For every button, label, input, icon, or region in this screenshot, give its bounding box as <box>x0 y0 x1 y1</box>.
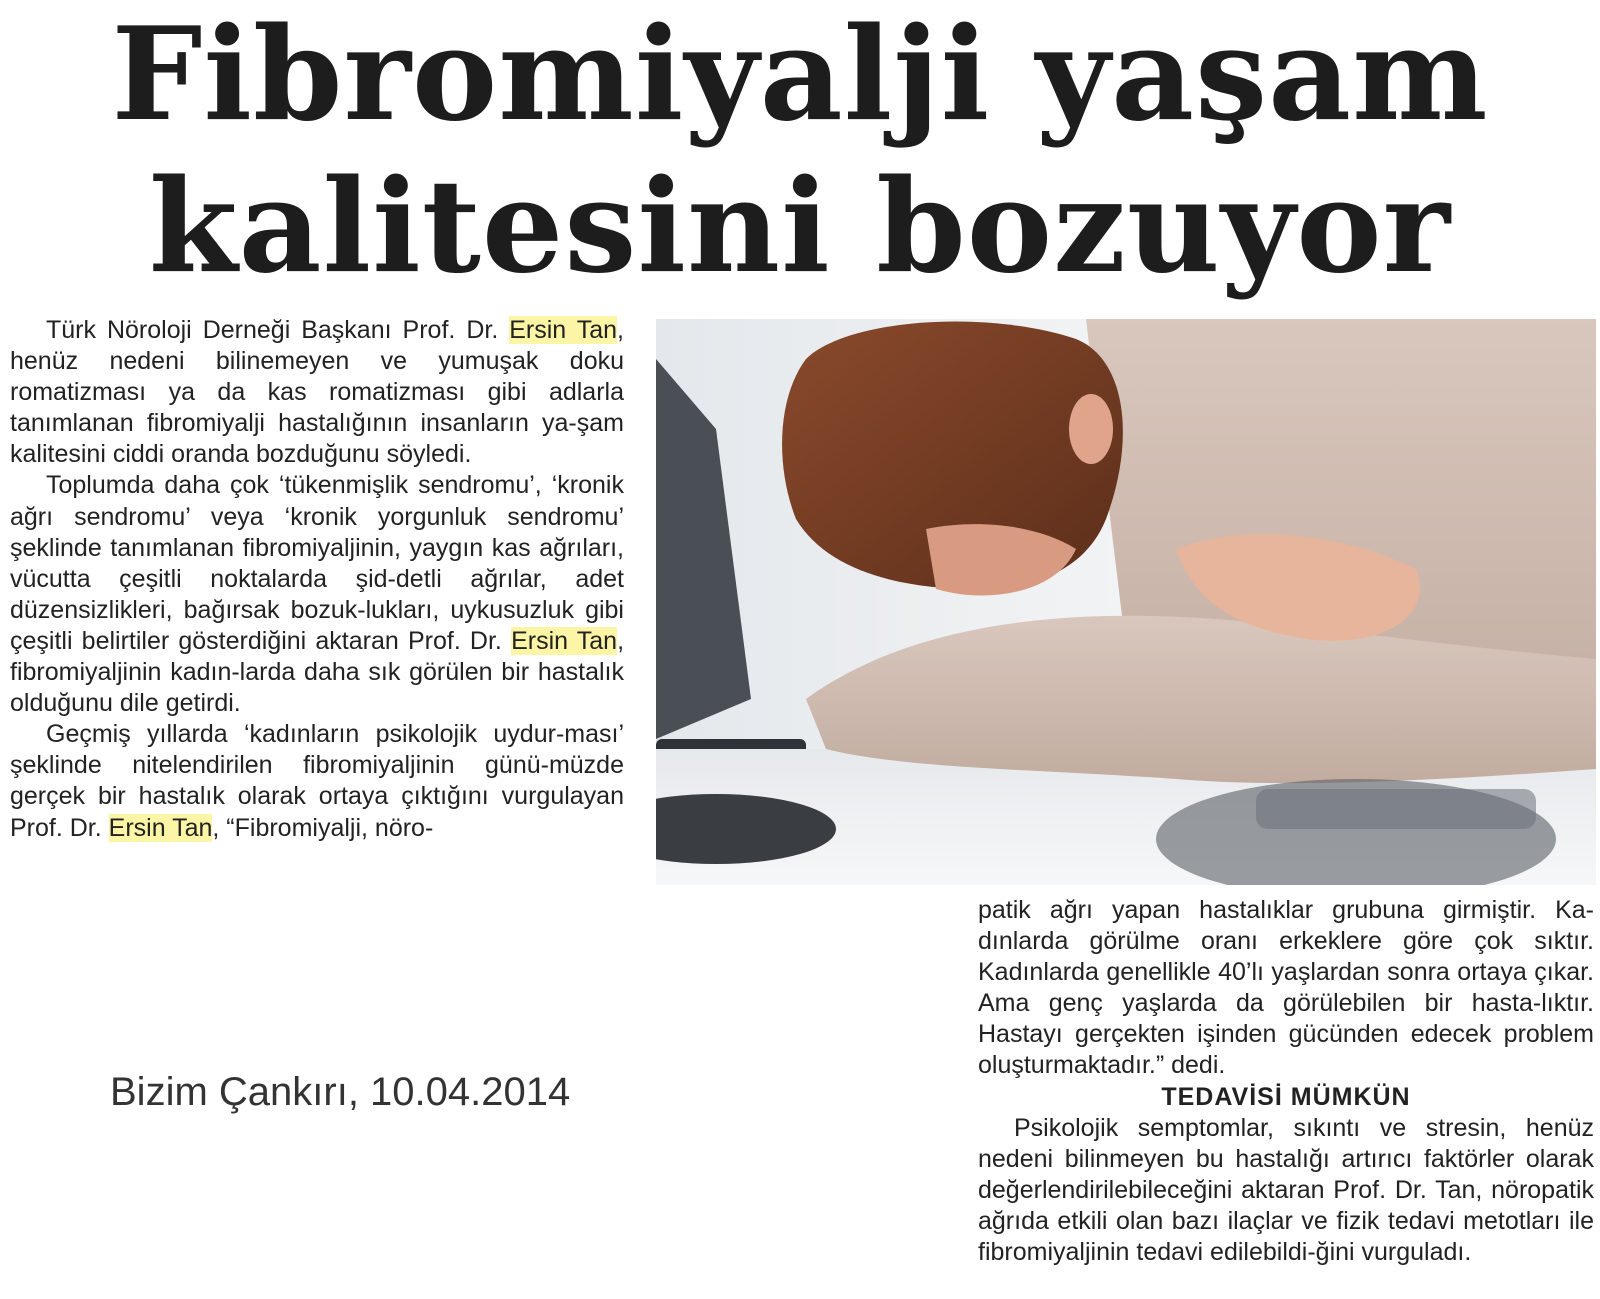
paragraph-text: , fibromiyaljinin kadın-larda daha sık görülen bir hastalık olduğunu dile getirdi. <box>10 626 625 718</box>
article-column-left <box>10 315 624 844</box>
article-photo <box>656 319 1596 885</box>
article-paragraph-3-continued: patik ağrı yapan hastalıklar grubuna girmiştir. Ka-dınlarda görülme oranı erkeklere göre çok sıktır. Kadınlarda genellikle 40’lı yaşlardan sonra ortaya çıkar. Ama genç yaşlarda da görülebilen bir hasta-lıktır. Hastayı gerçekten işinden gücünden edecek problem oluşturmaktadır.” dedi. <box>978 896 1594 1080</box>
paragraph-text: Geçmiş yıllarda ‘kadınların psikolojik uydur-ması’ şeklinde nitelendirilen fibromiyaljinin günü-müzde gerçek bir hastalık olarak ortaya çıktığını vurgulayan Prof. Dr. <box>10 720 624 842</box>
name-highlight: Ersin Tan <box>511 626 618 655</box>
article-paragraph-1 <box>10 315 624 470</box>
article-paragraph-3 <box>10 719 624 843</box>
source-caption: Bizim Çankırı, 10.04.2014 <box>110 1070 571 1114</box>
article-paragraph-2 <box>10 470 624 719</box>
woman-resting-head-photo <box>656 319 1596 885</box>
article-paragraph-4: Psikolojik semptomlar, sıkıntı ve stresin, henüz nedeni bilinmeyen bu hastalığı artırıcı faktörler olarak değerlendirilebileceğini aktaran Prof. Dr. Tan, nöropatik ağrıda etkili olan bazı ilaçlar ve fizik tedavi metotları ile fibromiyaljinin tedavi edilebildi-ğini vurguladı. <box>978 1113 1594 1266</box>
paragraph-text: Türk Nöroloji Derneği Başkanı Prof. Dr. <box>46 316 510 344</box>
article-column-right <box>978 895 1594 1268</box>
section-subheading: TEDAVİSİ MÜMKÜN <box>1161 1082 1411 1111</box>
headline-line-1: Fibromiyalji yaşam <box>111 0 1489 150</box>
paragraph-text: , “Fibromiyalji, nöro- <box>212 813 434 842</box>
paragraph-text: Toplumda daha çok ‘tükenmişlik sendromu’, ‘kronik ağrı sendromu’ veya ‘kronik yorgunluk sendromu’ şeklinde tanımlanan fibromiyaljinin, yaygın kas ağrıları, vücutta çeşitli noktalarda şid-detli ağrılar, adet düzensizlikleri, bağırsak bozuk-lukları, uykusuzluk gibi çeşitli belirtiler gösterdiğini aktaran Prof. Dr. <box>10 471 624 655</box>
headline-line-2: kalitesini bozuyor <box>148 152 1452 302</box>
name-highlight: Ersin Tan <box>108 813 213 842</box>
name-highlight: Ersin Tan <box>509 316 618 344</box>
paragraph-text: , henüz nedeni bilinemeyen ve yumuşak doku romatizması ya da kas romatizması gibi adlarla tanımlanan fibromiyalji hastalığının insanların ya-şam kalitesini ciddi oranda bozduğunu söyledi. <box>10 316 624 469</box>
